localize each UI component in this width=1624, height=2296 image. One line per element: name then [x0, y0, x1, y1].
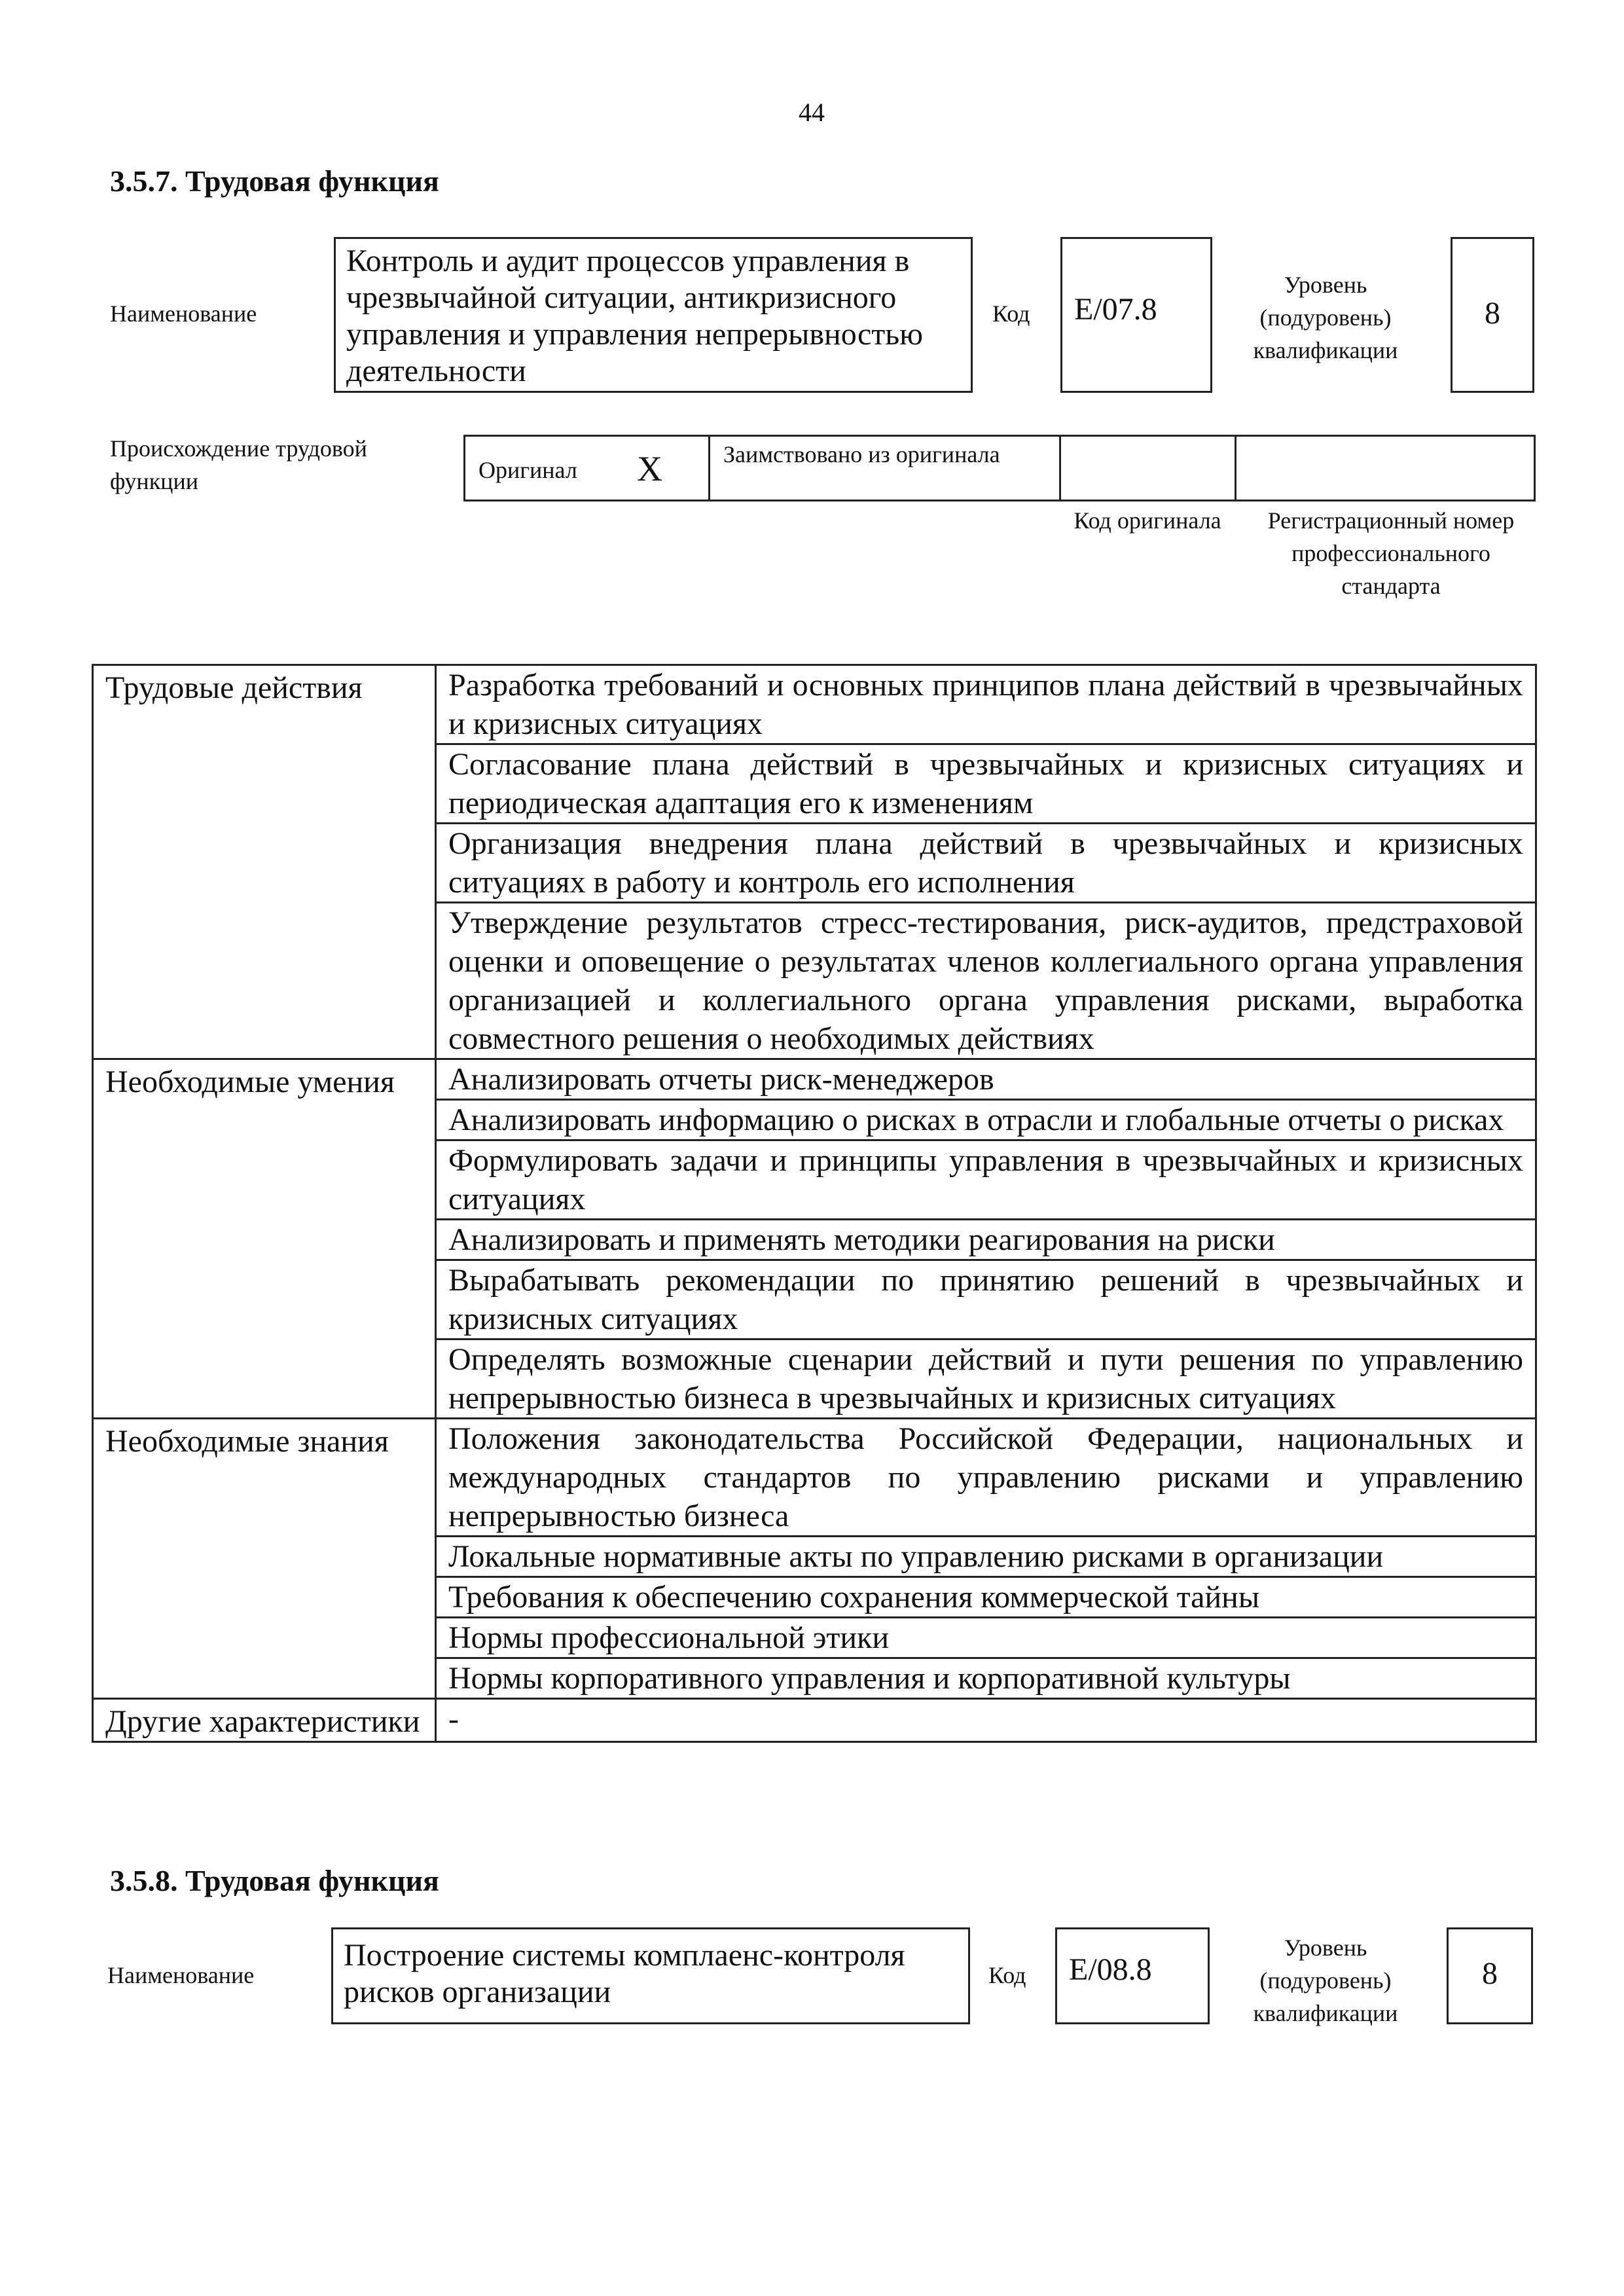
origin-code-caption: Код оригинала: [1074, 507, 1221, 534]
category-cell: Необходимые умения: [93, 1059, 436, 1419]
name-label-358: Наименование: [107, 1962, 255, 1988]
origin-label: Происхождение трудовой функции: [110, 435, 367, 494]
table-cell: Формулировать задачи и принципы управления в чрезвычайных и кризисных ситуациях: [436, 1140, 1536, 1220]
table-row: [93, 1419, 1536, 1537]
origin-original-label: Оригинал: [478, 457, 577, 483]
origin-original-cell: [465, 437, 710, 500]
level-box-357: [1451, 237, 1534, 393]
category-cell: Трудовые действия: [93, 665, 436, 1059]
table-cell: Локальные нормативные акты по управлению рисками в организации: [436, 1537, 1536, 1577]
table-cell: Анализировать и применять методики реагирования на риски: [436, 1220, 1536, 1260]
code-box-357: [1060, 237, 1212, 393]
origin-reg-caption: Регистрационный номер профессионального стандарта: [1267, 507, 1515, 599]
category-cell: Другие характеристики: [93, 1699, 436, 1742]
level-label-358: Уровень (подуровень) квалификации: [1253, 1935, 1398, 2026]
table-cell: Нормы профессиональной этики: [436, 1618, 1536, 1658]
origin-mark: X: [637, 449, 662, 488]
name-label-357: Наименование: [110, 301, 257, 327]
code-label-358: Код: [988, 1962, 1026, 1988]
table-cell: Нормы корпоративного управления и корпоративной культуры: [436, 1658, 1536, 1699]
function-name-box-357: [334, 237, 973, 393]
code-label-357: Код: [992, 301, 1030, 327]
level-value-358: 8: [1482, 1956, 1498, 1991]
table-row: [93, 1059, 1536, 1100]
section-heading-357: 3.5.7. Трудовая функция: [110, 164, 439, 198]
table-cell: Разработка требований и основных принципов плана действий в чрезвычайных и кризисных ситуациях: [436, 665, 1536, 744]
function-name-358: Построение системы комплаенс-контроля рисков организации: [344, 1938, 905, 2009]
table-cell: Определять возможные сценарии действий и пути решения по управлению непрерывностью бизнеса в чрезвычайных и кризисных ситуациях: [436, 1339, 1536, 1419]
origin-row: [463, 435, 1536, 501]
labor-function-table: [92, 664, 1537, 1743]
table-cell: Положения законодательства Российской Федерации, национальных и международных стандартов по управлению рисками и управлению непрерывностью бизнеса: [436, 1419, 1536, 1537]
table-row: [93, 1699, 1536, 1742]
level-label-357: Уровень (подуровень) квалификации: [1253, 272, 1398, 363]
table-cell: Согласование плана действий в чрезвычайных и кризисных ситуациях и периодическая адаптация его к изменениям: [436, 744, 1536, 824]
level-value-357: 8: [1485, 296, 1500, 331]
code-box-358: [1055, 1927, 1210, 2024]
table-row: [93, 665, 1536, 744]
table-cell: -: [436, 1699, 1536, 1742]
table-cell: Анализировать отчеты риск-менеджеров: [436, 1059, 1536, 1100]
category-cell: Необходимые знания: [93, 1419, 436, 1699]
table-cell: Организация внедрения плана действий в чрезвычайных и кризисных ситуациях в работу и контроль его исполнения: [436, 824, 1536, 903]
table-cell: Анализировать информацию о рисках в отрасли и глобальные отчеты о рисках: [436, 1100, 1536, 1140]
code-value-357: E/07.8: [1074, 292, 1157, 327]
code-value-358: E/08.8: [1069, 1952, 1152, 1987]
origin-borrowed-cell: [710, 437, 1061, 500]
table-cell: Требования к обеспечению сохранения коммерческой тайны: [436, 1577, 1536, 1618]
page-number: 44: [799, 98, 825, 127]
table-cell: Утверждение результатов стресс-тестирования, риск-аудитов, предстраховой оценки и оповещение о результатах членов коллегиального органа управления организацией и коллегиального органа управления рисками, выработка совместного решения о необходимых действиях: [436, 903, 1536, 1059]
origin-code-cell: [1061, 437, 1236, 500]
origin-borrowed-label: Заимствовано из оригинала: [723, 441, 1000, 467]
section-heading-358: 3.5.8. Трудовая функция: [110, 1864, 439, 1897]
origin-reg-cell: [1236, 437, 1534, 500]
function-name-box-358: [331, 1927, 970, 2024]
table-cell: Вырабатывать рекомендации по принятию решений в чрезвычайных и кризисных ситуациях: [436, 1260, 1536, 1339]
function-name-357: Контроль и аудит процессов управления в чрезвычайной ситуации, антикризисного управления и управления непрерывностью деятельности: [346, 244, 923, 388]
level-box-358: [1447, 1927, 1533, 2024]
